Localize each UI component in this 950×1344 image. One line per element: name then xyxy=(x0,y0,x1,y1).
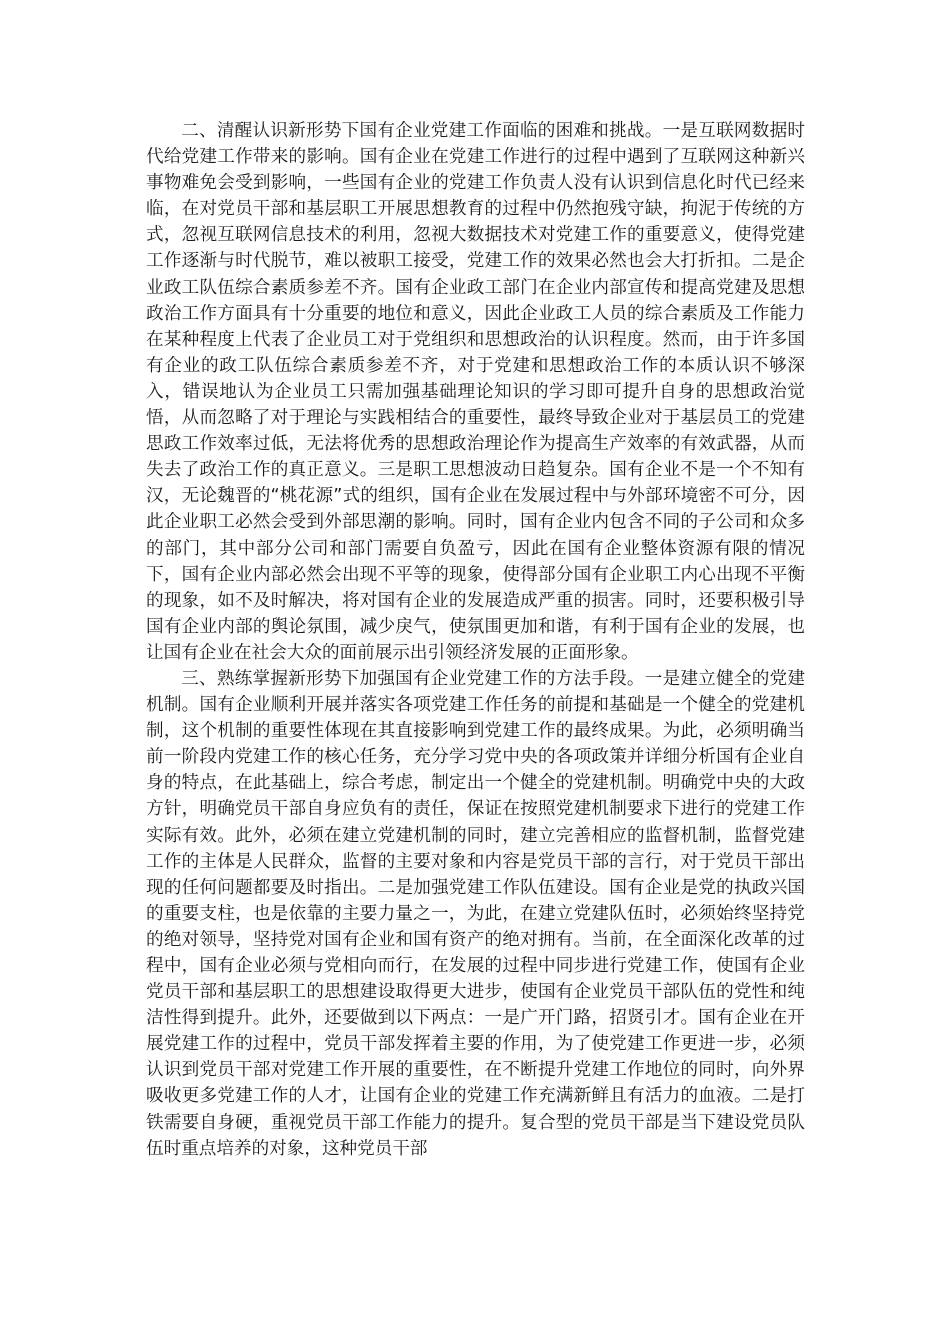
paragraph-section-two: 二、清醒认识新形势下国有企业党建工作面临的困难和挑战。一是互联网数据时代给党建工作带来的影响。国有企业在党建工作进行的过程中遇到了互联网这种新兴事物难免会受到影响，一些国有企业的党建工作负责人没有认识到信息化时代已经来临，在对党员干部和基层职工开展思想教育的过程中仍然抱残守缺，拘泥于传统的方式，忽视互联网信息技术的利用，忽视大数据技术对党建工作的重要意义，使得党建工作逐渐与时代脱节，难以被职工接受，党建工作的效果必然也会大打折扣。二是企业政工队伍综合素质参差不齐。国有企业政工部门在企业内部宣传和提高党建及思想政治工作方面具有十分重要的地位和意义，因此企业政工人员的综合素质及工作能力在某种程度上代表了企业员工对于党组织和思想政治的认识程度。然而，由于许多国有企业的政工队伍综合素质参差不齐，对于党建和思想政治工作的本质认识不够深入，错误地认为企业员工只需加强基础理论知识的学习即可提升自身的思想政治觉悟，从而忽略了对于理论与实践相结合的重要性，最终导致企业对于基层员工的党建思政工作效率过低，无法将优秀的思想政治理论作为提高生产效率的有效武器，从而失去了政治工作的真正意义。三是职工思想波动日趋复杂。国有企业不是一个不知有汉，无论魏晋的“桃花源”式的组织，国有企业在发展过程中与外部环境密不可分，因此企业职工必然会受到外部思潮的影响。同时，国有企业内包含不同的子公司和众多的部门，其中部分公司和部门需要自负盈亏，因此在国有企业整体资源有限的情况下，国有企业内部必然会出现不平等的现象，使得部分国有企业职工内心出现不平衡的现象，如不及时解决，将对国有企业的发展造成严重的损害。同时，还要积极引导国有企业内部的舆论氛围，减少戾气，使氛围更加和谐，有利于国有企业的发展，也让国有企业在社会大众的面前展示出引领经济发展的正面形象。 xyxy=(146,121,805,663)
document-page xyxy=(146,118,805,1162)
paragraph-section-three: 三、熟练掌握新形势下加强国有企业党建工作的方法手段。一是建立健全的党建机制。国有企业顺利开展并落实各项党建工作任务的前提和基础是一个健全的党建机制，这个机制的重要性体现在其直接影响到党建工作的最终成果。为此，必须明确当前一阶段内党建工作的核心任务，充分学习党中央的各项政策并详细分析国有企业自身的特点，在此基础上，综合考虑，制定出一个健全的党建机制。明确党中央的大政方针，明确党员干部自身应负有的责任，保证在按照党建机制要求下进行的党建工作实际有效。此外，必须在建立党建机制的同时，建立完善相应的监督机制，监督党建工作的主体是人民群众，监督的主要对象和内容是党员干部的言行，对于党员干部出现的任何问题都要及时指出。二是加强党建工作队伍建设。国有企业是党的执政兴国的重要支柱，也是依靠的主要力量之一，为此，在建立党建队伍时，必须始终坚持党的绝对领导，坚持党对国有企业和国有资产的绝对拥有。当前，在全面深化改革的过程中，国有企业必须与党相向而行，在发展的过程中同步进行党建工作，使国有企业党员干部和基层职工的思想建设取得更大进步，使国有企业党员干部队伍的党性和纯洁性得到提升。此外，还要做到以下两点：一是广开门路，招贤引才。国有企业在开展党建工作的过程中，党员干部发挥着主要的作用，为了使党建工作更进一步，必须认识到党员干部对党建工作开展的重要性，在不断提升党建工作地位的同时，向外界吸收更多党建工作的人才，让国有企业的党建工作充满新鲜且有活力的血液。二是打铁需要自身硬，重视党员干部工作能力的提升。复合型的党员干部是当下建设党员队伍时重点培养的对象，这种党员干部 xyxy=(146,668,805,1159)
